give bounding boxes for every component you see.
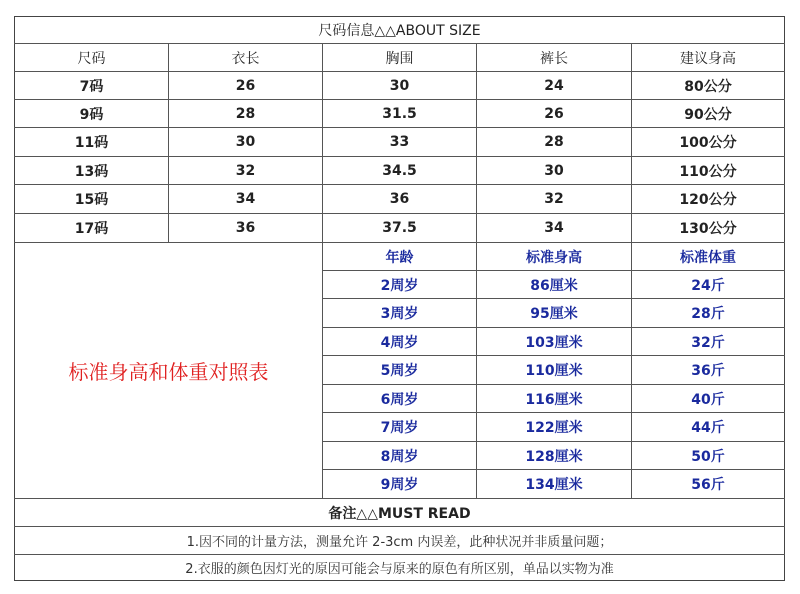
header-standard-weight: 标准体重	[680, 249, 736, 266]
std-weight-cell: 24斤	[691, 277, 725, 294]
size-cell: 7码	[79, 78, 104, 95]
std-height-cell: 122厘米	[525, 420, 583, 436]
chest-cell: 30	[389, 77, 410, 94]
length-cell: 28	[235, 105, 256, 122]
header-size: 尺码	[77, 50, 106, 67]
std-weight-cell: 40斤	[691, 391, 725, 408]
height-cell: 120公分	[679, 192, 737, 208]
height-cell: 90公分	[684, 106, 732, 123]
chest-cell: 34.5	[382, 162, 417, 179]
header-age: 年龄	[385, 249, 414, 266]
chest-cell: 36	[389, 191, 410, 207]
length-cell: 34	[235, 191, 256, 207]
chest-cell: 31.5	[382, 105, 417, 122]
std-height-cell: 134厘米	[525, 477, 583, 493]
chest-cell: 33	[389, 134, 410, 150]
pants-cell: 28	[544, 134, 564, 150]
std-height-cell: 95厘米	[530, 306, 578, 322]
pants-cell: 24	[544, 77, 564, 94]
height-cell: 110公分	[679, 163, 737, 180]
header-suggested-height: 建议身高	[680, 50, 736, 67]
size-cell: 9码	[79, 106, 104, 123]
header-pants-length: 裤长	[540, 50, 568, 67]
size-cell: 13码	[74, 163, 109, 180]
std-height-cell: 86厘米	[530, 277, 578, 294]
height-cell: 130公分	[679, 221, 737, 237]
std-height-cell: 128厘米	[525, 448, 583, 465]
pants-cell: 34	[544, 220, 564, 236]
age-cell: 3周岁	[380, 306, 419, 322]
length-cell: 26	[235, 77, 256, 94]
header-length: 衣长	[231, 50, 260, 67]
size-cell: 17码	[74, 221, 109, 237]
std-height-cell: 103厘米	[525, 334, 583, 351]
notes-title: 备注△△MUST READ	[328, 505, 471, 522]
pants-cell: 30	[544, 162, 564, 179]
pants-cell: 32	[544, 191, 564, 207]
age-cell: 6周岁	[380, 391, 419, 408]
note-item: 2.衣服的颜色因灯光的原因可能会与原来的原色有所区别，单品以实物为准	[185, 562, 614, 577]
length-cell: 36	[235, 220, 256, 236]
std-weight-cell: 28斤	[691, 306, 725, 322]
chest-cell: 37.5	[382, 220, 417, 236]
note-item: 1.因不同的计量方法，测量允许 2-3cm 内误差，此种状况并非质量问题；	[186, 535, 613, 550]
age-cell: 9周岁	[380, 477, 419, 493]
std-weight-cell: 36斤	[691, 363, 725, 379]
std-weight-cell: 32斤	[691, 334, 725, 351]
std-height-cell: 116厘米	[525, 391, 583, 408]
std-weight-cell: 50斤	[691, 448, 725, 465]
size-cell: 11码	[74, 135, 109, 151]
age-cell: 7周岁	[380, 420, 419, 436]
length-cell: 32	[235, 162, 256, 179]
size-cell: 15码	[74, 192, 109, 208]
header-chest: 胸围	[385, 50, 414, 67]
length-cell: 30	[235, 134, 256, 150]
std-weight-cell: 44斤	[691, 420, 725, 436]
age-cell: 8周岁	[380, 448, 419, 465]
pants-cell: 26	[544, 105, 564, 122]
age-cell: 5周岁	[380, 363, 419, 379]
std-weight-cell: 56斤	[691, 477, 725, 493]
height-cell: 100公分	[679, 135, 737, 151]
size-info-title: 尺码信息△△ABOUT SIZE	[318, 23, 481, 39]
header-standard-height: 标准身高	[526, 249, 582, 266]
age-cell: 4周岁	[380, 334, 419, 351]
height-weight-chart-label: 标准身高和体重对照表	[68, 360, 269, 384]
std-height-cell: 110厘米	[525, 363, 583, 379]
age-cell: 2周岁	[380, 277, 419, 294]
height-cell: 80公分	[684, 78, 732, 95]
